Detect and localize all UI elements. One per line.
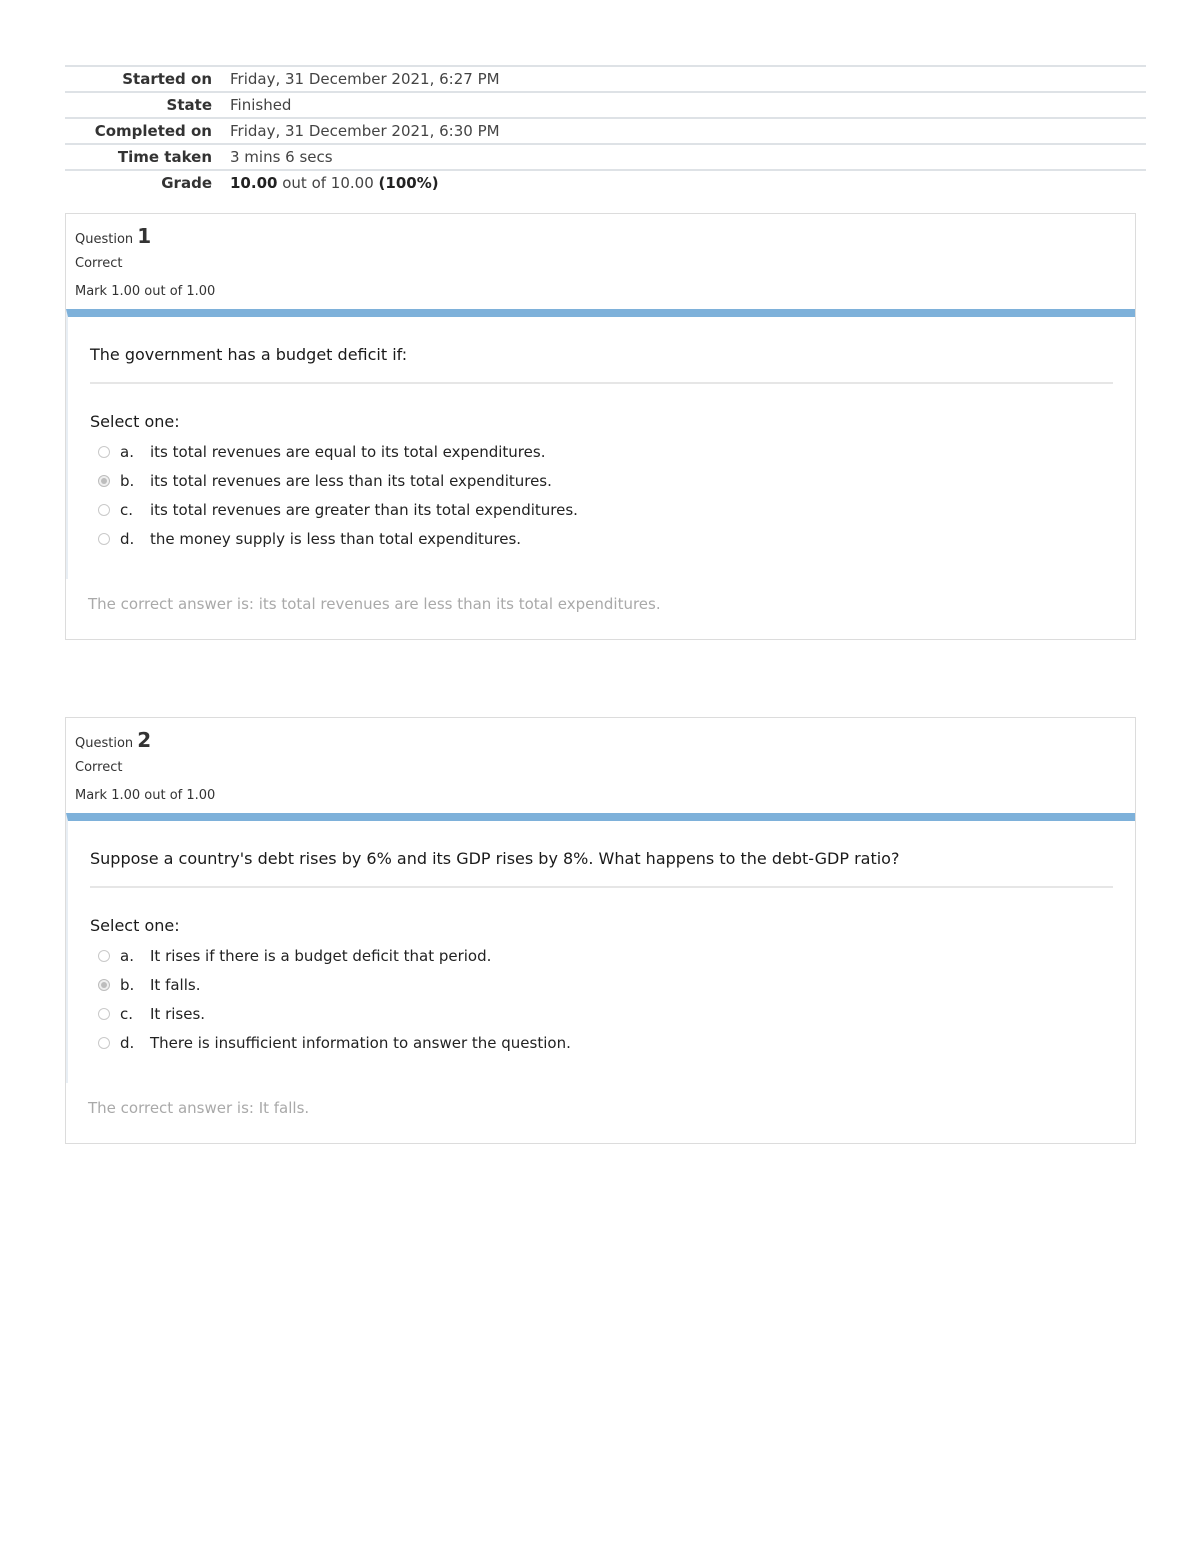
summary-value: 3 mins 6 secs xyxy=(230,148,333,166)
answer-option-d[interactable] xyxy=(90,524,1113,553)
option-text: its total revenues are less than its total expenditures. xyxy=(150,471,552,490)
summary-row-state xyxy=(65,93,1146,119)
radio-icon[interactable] xyxy=(98,533,110,545)
question-title xyxy=(75,728,1126,754)
option-text: the money supply is less than total expenditures. xyxy=(150,529,522,548)
answer-option-a[interactable] xyxy=(90,437,1113,466)
question-feedback: The correct answer is: It falls. xyxy=(88,1099,310,1117)
option-text: its total revenues are equal to its total expenditures. xyxy=(150,442,546,461)
option-letter: b. xyxy=(120,471,135,490)
answer-option-b[interactable] xyxy=(90,466,1113,495)
summary-row-started xyxy=(65,67,1146,93)
select-one-label: Select one: xyxy=(90,916,180,935)
radio-selected-icon[interactable] xyxy=(98,475,110,487)
radio-icon[interactable] xyxy=(98,446,110,458)
radio-icon[interactable] xyxy=(98,1008,110,1020)
question-state: Correct xyxy=(75,760,123,775)
question-feedback: The correct answer is: its total revenues are less than its total expenditures. xyxy=(88,595,661,613)
summary-label: Grade xyxy=(161,174,212,192)
question-formulation xyxy=(66,813,1135,1083)
answer-option-c[interactable] xyxy=(90,495,1113,524)
summary-label: Started on xyxy=(122,70,212,88)
summary-value: Finished xyxy=(230,96,292,114)
summary-value: Friday, 31 December 2021, 6:30 PM xyxy=(230,122,500,140)
question-1 xyxy=(65,213,1136,640)
question-text: Suppose a country's debt rises by 6% and its GDP rises by 8%. What happens to the debt-GDP ratio? xyxy=(90,849,1113,888)
summary-label: Completed on xyxy=(94,122,212,140)
radio-selected-icon[interactable] xyxy=(98,979,110,991)
question-formulation xyxy=(66,309,1135,579)
option-text: It falls. xyxy=(150,975,201,994)
option-letter: a. xyxy=(120,946,134,965)
option-letter: b. xyxy=(120,975,135,994)
radio-icon[interactable] xyxy=(98,504,110,516)
question-state: Correct xyxy=(75,256,123,271)
summary-value: Friday, 31 December 2021, 6:27 PM xyxy=(230,70,500,88)
answer-option-b[interactable] xyxy=(90,970,1113,999)
answer-option-a[interactable] xyxy=(90,941,1113,970)
question-number: 1 xyxy=(137,224,152,248)
radio-icon[interactable] xyxy=(98,950,110,962)
question-label: Question xyxy=(75,232,134,247)
option-text: its total revenues are greater than its total expenditures. xyxy=(150,500,578,519)
question-title xyxy=(75,224,1126,250)
answer-options xyxy=(90,941,1113,1057)
question-info xyxy=(66,214,1135,309)
question-mark: Mark 1.00 out of 1.00 xyxy=(75,788,216,803)
question-number: 2 xyxy=(137,728,152,752)
question-mark: Mark 1.00 out of 1.00 xyxy=(75,284,216,299)
grade-value xyxy=(230,174,439,192)
summary-row-time-taken xyxy=(65,145,1146,171)
question-2 xyxy=(65,717,1136,1144)
quiz-summary-table xyxy=(65,65,1146,195)
answer-option-d[interactable] xyxy=(90,1028,1113,1057)
option-letter: d. xyxy=(120,1033,135,1052)
grade-percent: (100%) xyxy=(378,174,439,192)
summary-row-grade xyxy=(65,171,1146,195)
question-text: The government has a budget deficit if: xyxy=(90,345,1113,384)
answer-options xyxy=(90,437,1113,553)
summary-label: State xyxy=(166,96,212,114)
radio-icon[interactable] xyxy=(98,1037,110,1049)
option-letter: c. xyxy=(120,500,134,519)
option-text: There is insufficient information to answer the question. xyxy=(150,1033,571,1052)
summary-label: Time taken xyxy=(117,148,212,166)
grade-out-of: out of 10.00 xyxy=(282,174,374,192)
option-text: It rises if there is a budget deficit that period. xyxy=(150,946,492,965)
option-letter: a. xyxy=(120,442,134,461)
answer-option-c[interactable] xyxy=(90,999,1113,1028)
select-one-label: Select one: xyxy=(90,412,180,431)
question-info xyxy=(66,718,1135,813)
grade-score: 10.00 xyxy=(230,174,278,192)
option-text: It rises. xyxy=(150,1004,206,1023)
question-label: Question xyxy=(75,736,134,751)
summary-row-completed xyxy=(65,119,1146,145)
option-letter: c. xyxy=(120,1004,134,1023)
option-letter: d. xyxy=(120,529,135,548)
